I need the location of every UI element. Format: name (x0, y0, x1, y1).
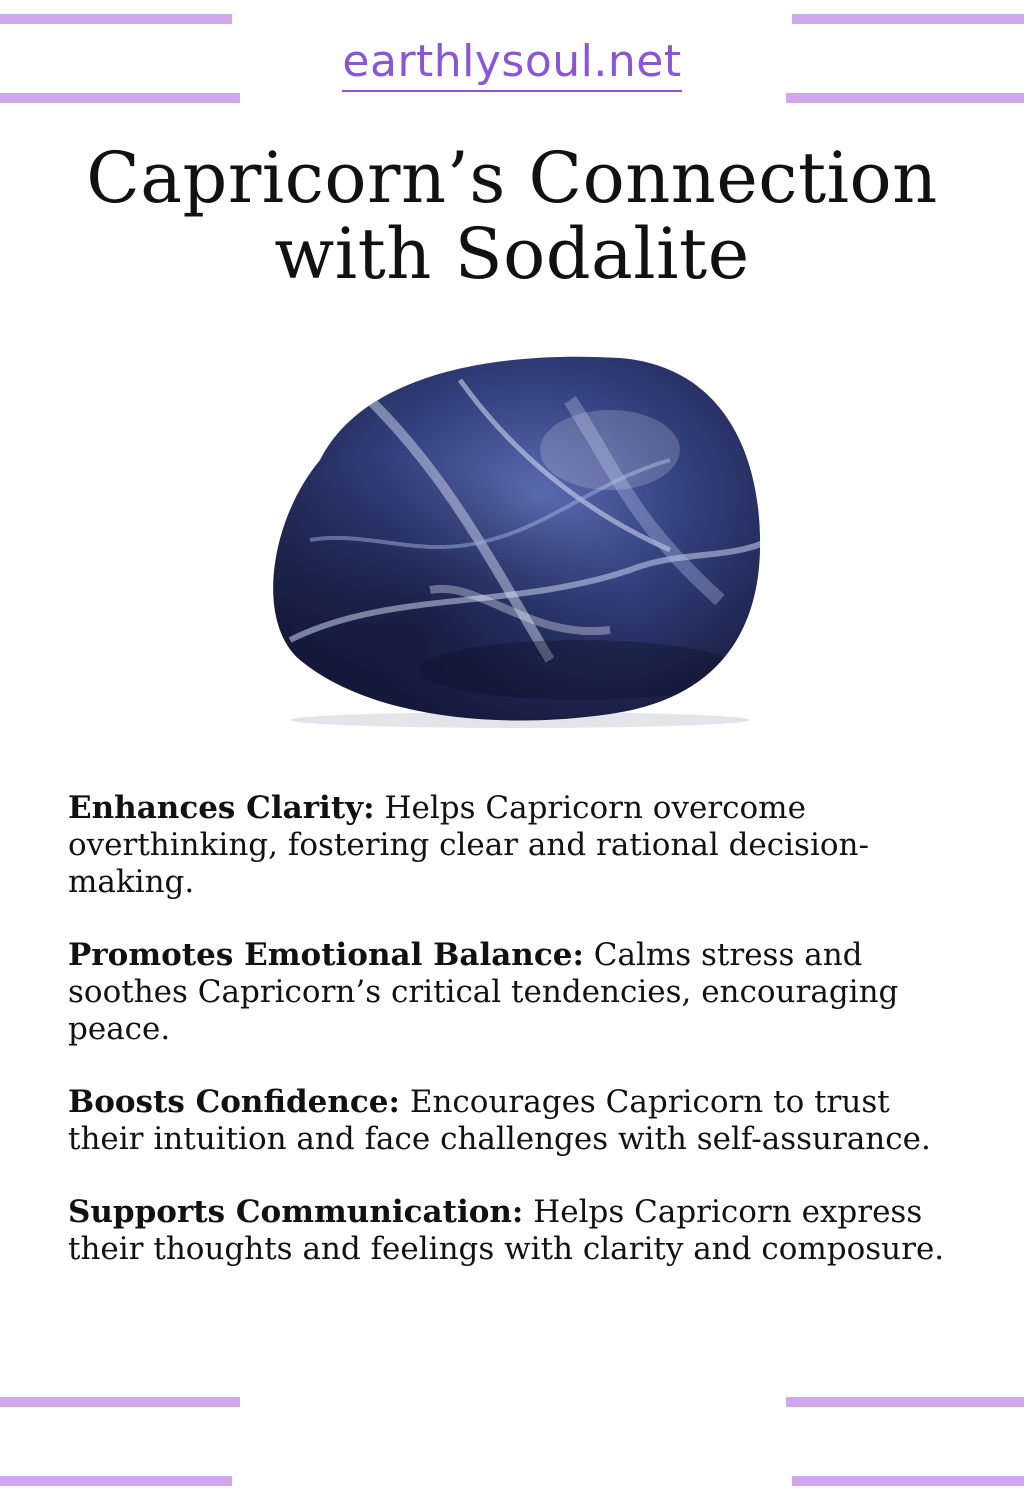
benefit-heading: Boosts Confidence: (68, 1084, 400, 1120)
benefit-heading: Enhances Clarity: (68, 790, 375, 826)
top-right-bar-upper (792, 14, 1024, 24)
top-right-bar-lower (786, 93, 1024, 103)
benefit-communication (68, 1194, 968, 1268)
site-logo[interactable] (0, 34, 1024, 94)
benefit-text: Helps Capricorn express their thoughts and feelings with clarity and composure. (68, 1194, 945, 1267)
benefit-text: Calms stress and soothes Capricorn’s critical tendencies, encouraging peace. (68, 937, 899, 1047)
top-left-bar-lower (0, 93, 240, 103)
benefit-heading: Promotes Emotional Balance: (68, 937, 584, 973)
benefit-text: Encourages Capricorn to trust their intuition and face challenges with self-assurance. (68, 1084, 931, 1157)
page-title (40, 137, 984, 295)
bottom-right-bar-lower (792, 1476, 1024, 1486)
title-line-1: Capricorn’s Connection (86, 137, 938, 219)
benefit-heading: Supports Communication: (68, 1194, 524, 1230)
bottom-left-bar-lower (0, 1476, 232, 1486)
logo-text: earthlysoul.net (342, 34, 681, 94)
bottom-left-bar-upper (0, 1397, 240, 1407)
top-left-bar-upper (0, 14, 232, 24)
benefit-text: Helps Capricorn overcome overthinking, fostering clear and rational decision-making. (68, 790, 869, 900)
sodalite-stone-image (250, 340, 770, 730)
title-line-2: with Sodalite (274, 213, 750, 295)
bottom-right-bar-upper (786, 1397, 1024, 1407)
benefit-emotional-balance (68, 937, 968, 1048)
benefits-list (68, 790, 968, 1304)
benefit-clarity (68, 790, 968, 901)
benefit-confidence (68, 1084, 968, 1158)
